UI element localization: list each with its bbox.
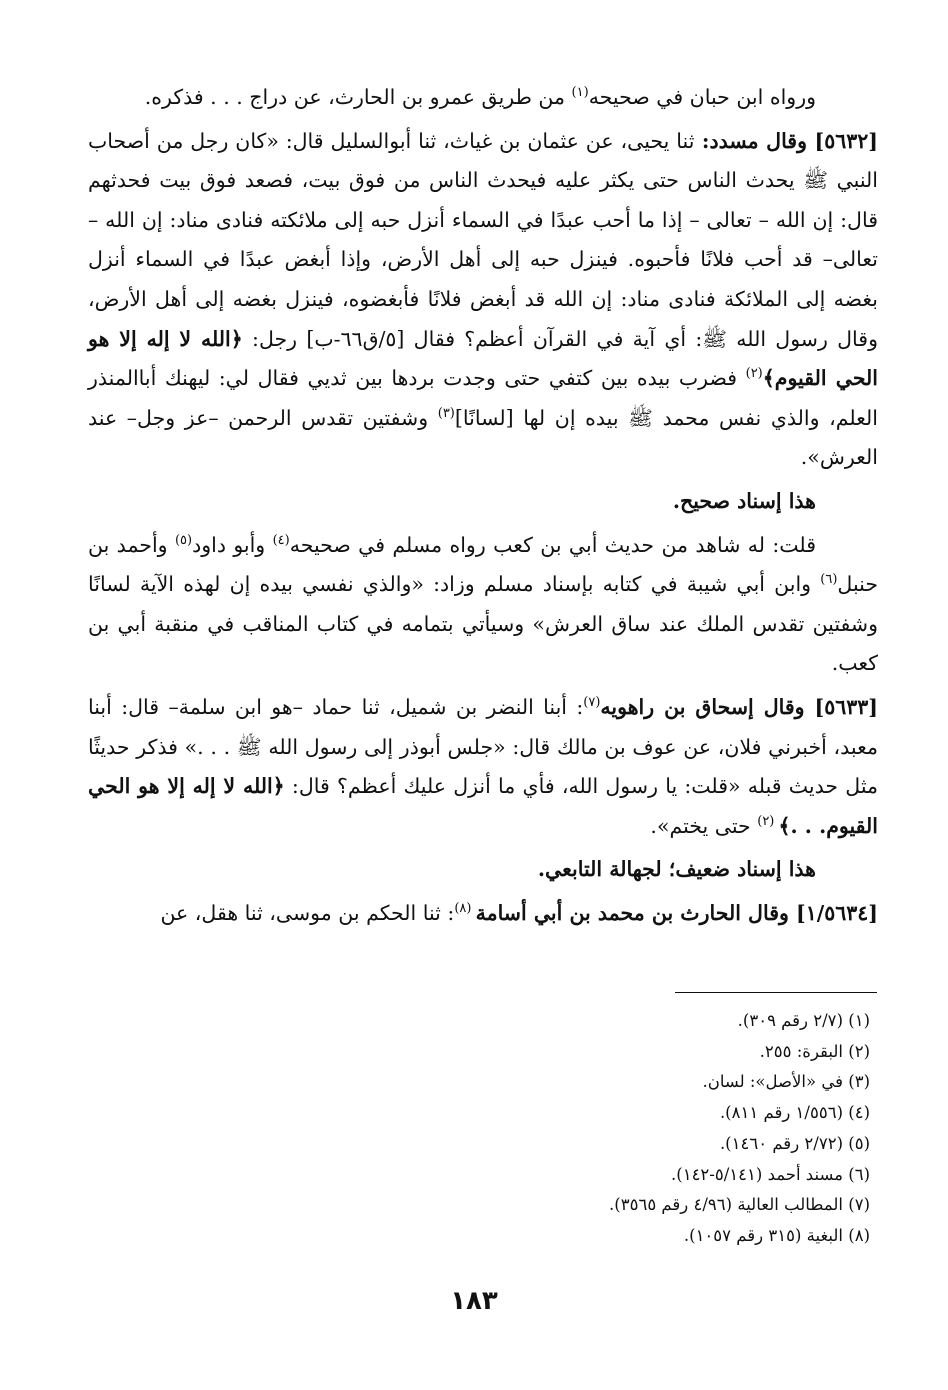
footnote-ref: (٣) bbox=[437, 405, 455, 421]
footnote-ref: (٧) bbox=[583, 695, 601, 711]
paragraph-ibn-hibban bbox=[88, 78, 878, 118]
hadith-text: حتى يختم». bbox=[650, 813, 758, 838]
footnote-divider bbox=[675, 992, 877, 993]
footnote-2: (٢) البقرة: ٢٥٥. bbox=[759, 1041, 870, 1061]
narrator: وقال إسحاق بن راهويه bbox=[600, 694, 815, 719]
grading-daif: هذا إسناد ضعيف؛ لجهالة التابعي. bbox=[537, 857, 816, 882]
text: وابن أبي شيبة في كتابه بإسناد مسلم وزاد: «والذي نفسي بيده إن لهذه الآية لسانًا وشفتين تقدس الملك عند ساق العرش» وسيأتي بتمامه في كتاب المناقب في منقبة أبي بن كعب. bbox=[88, 572, 878, 676]
footnote-ref: (٥) bbox=[174, 532, 193, 548]
footnote-6: (٦) مسند أحمد (٥/١٤١-١٤٢). bbox=[671, 1164, 870, 1184]
hadith-number: [٥٦٣٣] bbox=[814, 694, 878, 719]
page-content bbox=[88, 78, 878, 933]
footnotes-list bbox=[410, 1006, 870, 1252]
footnote-ref: (٢) bbox=[757, 813, 779, 829]
footnote-8: (٨) البغية (٣١٥ رقم ١٠٥٧). bbox=[683, 1225, 870, 1245]
commentary-note bbox=[88, 526, 878, 684]
text: وأبو داود bbox=[192, 532, 273, 557]
footnote-7: (٧) المطالب العالية (٤/٩٦ رقم ٣٥٦٥). bbox=[609, 1195, 870, 1215]
quran-verse: ﴿الله لا إله إلا هو الحي القيوم. . .﴾ bbox=[88, 774, 878, 838]
hadith-5633 bbox=[88, 688, 878, 846]
text: قلت: له شاهد من حديث أبي بن كعب رواه مسلم في صحيحه bbox=[289, 532, 816, 557]
hadith-number: [١/٥٦٣٤] bbox=[796, 900, 878, 925]
text: من طريق عمرو بن الحارث، عن دراج . . . فذكره. bbox=[144, 85, 572, 109]
main-text bbox=[88, 78, 878, 933]
footnote-ref: (٤) bbox=[272, 532, 290, 548]
hadith-text: فضرب بيده بين كتفي حتى وجدت بردها بين ثديي فقال لي: ليهنك أباالمنذر العلم، والذي نفس محمد ﷺ بيده إن لها [لسانًا] bbox=[88, 366, 878, 430]
text: وأحمد بن حنبل bbox=[88, 532, 878, 597]
footnote-3: (٣) في «الأصل»: لسان. bbox=[702, 1072, 870, 1092]
footnote-5: (٥) (٢/٧٢ رقم ١٤٦٠). bbox=[719, 1133, 870, 1153]
hadith-text: وشفتين تقدس الرحمن –عز وجل– عند العرش». bbox=[88, 405, 878, 470]
hadith-text: : أبنا النضر بن شميل، ثنا حماد –هو ابن سلمة– قال: أبنا معبد، أخبرني فلان، عن عوف بن مالك قال: «جلس أبوذر إلى رسول الله ﷺ . . .» فذكر حديثًا مثل حديث قبله «قلت: يا رسول الله، فأي ما أنزل عليك أعظم؟ قال: bbox=[88, 694, 878, 799]
grading-sahih: هذا إسناد صحيح. bbox=[672, 488, 816, 513]
hadith-5632 bbox=[88, 122, 878, 478]
narrator: وقال الحارث بن محمد بن أبي أسامة bbox=[475, 900, 797, 925]
hadith-number: [٥٦٣٢] bbox=[814, 128, 878, 153]
footnote-4: (٤) (١/٥٥٦ رقم ٨١١). bbox=[719, 1103, 870, 1123]
page-number: ١٨٣ bbox=[450, 1286, 498, 1316]
text: ورواه ابن حبان في صحيحه bbox=[588, 85, 816, 109]
hadith-5634 bbox=[88, 894, 878, 934]
footnote-ref: (٢) bbox=[745, 366, 763, 382]
footnote-ref: (٦) bbox=[820, 572, 838, 588]
hadith-text: : ثنا الحكم بن موسى، ثنا هقل، عن bbox=[160, 900, 455, 925]
quran-verse: ﴿الله لا إله إلا هو الحي القيوم﴾ bbox=[88, 326, 878, 391]
hadith-text: ثنا يحيى، عن عثمان بن غياث، ثنا أبوالسليل قال: «كان رجل من أصحاب النبي ﷺ يحدث الناس حتى يكثر عليه فيحدث الناس من فوق بيت، فصعد فوق بيت فحدثهم قال: إن الله – تعالى – إذا ما أحب عبدًا في السماء أنزل حبه إلى ملائكته فنادى مناد: إن الله –تعالى– قد أحب فلانًا فأحبوه. فينزل حبه إلى أهل الأرض، وإذا أبغض عبدًا في السماء أنزل بغضه إلى الملائكة فنادى مناد: إن الله قد أبغض فلانًا فأبغضوه، فينزل بغضه إلى أهل الأرض، وقال رسول الله ﷺ: أي آية في القرآن أعظم؟ فقال [٥/ق٦٦-ب] رجل: bbox=[88, 128, 878, 351]
footnote-ref: (١) bbox=[571, 85, 589, 101]
footnote-1: (١) (٢/٧ رقم ٣٠٩). bbox=[737, 1011, 870, 1030]
narrator: وقال مسدد: bbox=[694, 128, 815, 153]
footnote-ref: (٨) bbox=[454, 901, 476, 917]
